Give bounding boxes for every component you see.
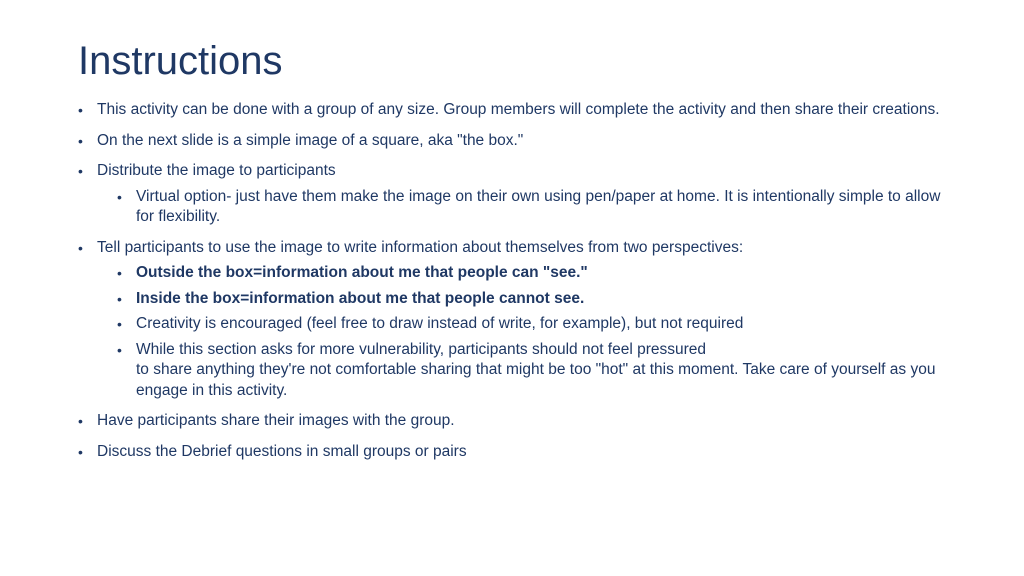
- bullet-marker: •: [117, 188, 122, 205]
- bullet-marker: •: [78, 163, 83, 179]
- bullet-text: Tell participants to use the image to write information about themselves from two perspectives:: [97, 238, 744, 256]
- bullet-item: [78, 161, 958, 182]
- bullet-marker: •: [117, 290, 122, 307]
- sub-bullet-item: [117, 314, 958, 335]
- sub-bullet-text: Creativity is encouraged (feel free to draw instead of write, for example), but not required: [136, 315, 744, 332]
- sub-bullet-text: Virtual option- just have them make the image on their own using pen/paper at home. It is intentionally simple to allow for flexibility.: [136, 187, 941, 225]
- slide-title: Instructions: [78, 39, 283, 83]
- bullet-marker: •: [78, 443, 83, 460]
- bullet-marker: •: [78, 102, 83, 118]
- bullet-text: Have participants share their images with the group.: [97, 412, 455, 429]
- sub-bullet-item: [117, 187, 958, 228]
- bullet-item: [78, 131, 958, 152]
- bullet-item: [78, 411, 958, 432]
- bullet-text: Discuss the Debrief questions in small groups or pairs: [97, 442, 467, 460]
- bullet-text: On the next slide is a simple image of a square, aka "the box.": [97, 131, 524, 149]
- sub-bullet-item: [117, 263, 958, 284]
- sub-bullet-item: [117, 340, 958, 402]
- bullet-marker: •: [117, 316, 122, 332]
- bullet-marker: •: [78, 132, 83, 149]
- bullet-marker: •: [117, 341, 122, 358]
- bullet-text: Distribute the image to participants: [97, 162, 336, 179]
- bullet-item: [78, 442, 958, 463]
- bullet-marker: •: [117, 265, 122, 281]
- sub-bullet-text-outside-box: Outside the box=information about me that people can "see.": [136, 264, 588, 281]
- sub-bullet-text-line-2: to share anything they're not comfortable sharing that might be too "hot" at this moment. Take care of yourself as you engage in this activity.: [136, 361, 936, 399]
- bullet-text: This activity can be done with a group of any size. Group members will complete the activity and then share their creations.: [97, 101, 940, 118]
- bullet-list: [78, 100, 958, 462]
- sub-bullet-text-line-1: While this section asks for more vulnerability, participants should not feel pressured: [136, 340, 707, 358]
- sub-bullet-text-inside-box: Inside the box=information about me that people cannot see.: [136, 289, 585, 307]
- bullet-marker: •: [78, 239, 83, 256]
- bullet-marker: •: [78, 413, 83, 429]
- bullet-item: [78, 100, 958, 121]
- bullet-item: [78, 238, 958, 259]
- sub-bullet-item: [117, 289, 958, 310]
